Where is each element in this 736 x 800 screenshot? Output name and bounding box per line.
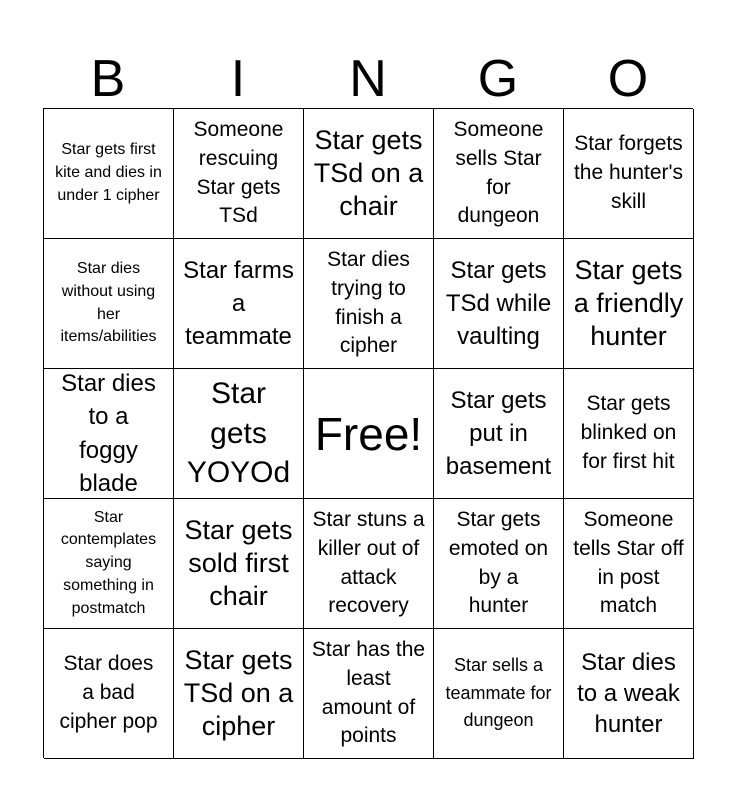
cell-text: Star gets blinked on for first hit xyxy=(580,392,677,473)
header-letter-g: G xyxy=(477,50,519,108)
cell-text: Star contemplates saying something in postmatch xyxy=(60,508,157,617)
bingo-cell[interactable] xyxy=(44,499,174,629)
bingo-cell[interactable] xyxy=(434,109,564,239)
cell-text: Star dies to a foggy blade xyxy=(61,370,156,497)
bingo-cell[interactable] xyxy=(44,109,174,239)
bingo-cell[interactable] xyxy=(564,239,694,369)
cell-text: Star gets TSd on a chair xyxy=(313,124,424,222)
bingo-cell[interactable] xyxy=(174,109,304,239)
bingo-cell[interactable] xyxy=(564,109,694,239)
bingo-cell[interactable] xyxy=(564,369,694,499)
cell-text: Star has the least amount of points xyxy=(311,637,426,748)
free-space[interactable] xyxy=(304,369,434,499)
cell-text: Star gets TSd while vaulting xyxy=(445,256,552,351)
bingo-cell[interactable] xyxy=(564,629,694,759)
cell-text: Star dies to a weak hunter xyxy=(577,648,680,739)
bingo-cell[interactable] xyxy=(44,629,174,759)
header-letter-b: B xyxy=(90,50,126,108)
header-letter-n: N xyxy=(349,50,387,108)
bingo-cell[interactable] xyxy=(434,629,564,759)
cell-text: Star gets a friendly hunter xyxy=(573,255,684,351)
cell-text: Free! xyxy=(314,407,423,460)
cell-text: Star gets emoted on by a hunter xyxy=(448,507,549,618)
bingo-cell[interactable] xyxy=(304,109,434,239)
cell-text: Someone sells Star for dungeon xyxy=(453,117,544,228)
bingo-cell[interactable] xyxy=(434,499,564,629)
cell-text: Star gets sold first chair xyxy=(184,514,293,612)
bingo-cell[interactable] xyxy=(44,239,174,369)
cell-text: Star dies trying to finish a cipher xyxy=(327,247,410,358)
bingo-cell[interactable] xyxy=(44,369,174,499)
bingo-cell[interactable] xyxy=(304,499,434,629)
bingo-cell[interactable] xyxy=(564,499,694,629)
bingo-cell[interactable] xyxy=(174,629,304,759)
cell-text: Star sells a teammate for dungeon xyxy=(445,654,552,731)
bingo-board xyxy=(43,108,693,758)
cell-text: Star forgets the hunter's skill xyxy=(573,132,684,213)
bingo-cell[interactable] xyxy=(174,369,304,499)
cell-text: Star farms a teammate xyxy=(183,256,294,351)
cell-text: Someone rescuing Star gets TSd xyxy=(193,117,284,228)
bingo-cell[interactable] xyxy=(304,239,434,369)
bingo-cell[interactable] xyxy=(174,239,304,369)
header-letter-i: I xyxy=(230,50,246,108)
cell-text: Star gets YOYOd xyxy=(186,377,291,490)
cell-text: Star gets put in basement xyxy=(445,386,552,481)
bingo-header xyxy=(43,44,693,108)
bingo-cell[interactable] xyxy=(434,369,564,499)
bingo-cell[interactable] xyxy=(434,239,564,369)
cell-text: Star does a bad cipher pop xyxy=(59,652,158,733)
cell-text: Star dies without using her items/abilities xyxy=(60,260,157,346)
bingo-cell[interactable] xyxy=(304,629,434,759)
cell-text: Star gets TSd on a cipher xyxy=(183,644,294,742)
cell-text: Someone tells Star off in post match xyxy=(573,507,684,618)
bingo-cell[interactable] xyxy=(174,499,304,629)
header-letter-o: O xyxy=(607,50,649,108)
cell-text: Star stuns a killer out of attack recovery xyxy=(312,507,425,618)
cell-text: Star gets first kite and dies in under 1 cipher xyxy=(55,141,162,204)
